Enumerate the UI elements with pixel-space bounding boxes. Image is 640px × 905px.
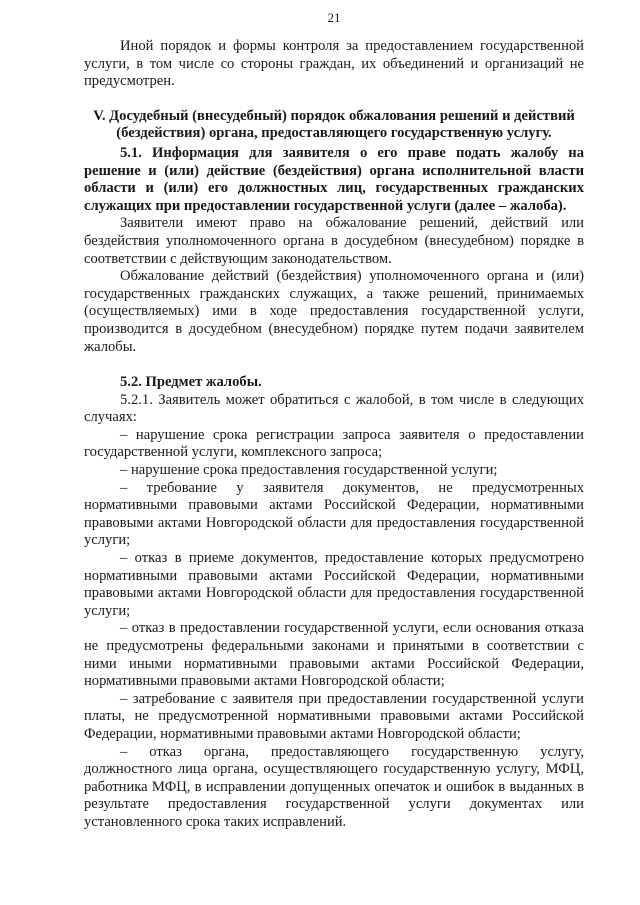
paragraph-control: Иной порядок и формы контроля за предоставлением государственной услуги, в том числе со стороны граждан, их объединений и организаций не предусмотрен. xyxy=(84,38,584,90)
case-item: – отказ органа, предоставляющего государственную услугу, должностного лица органа, осуществляющего государственную услугу, МФЦ, работника МФЦ, в исправлении допущенных опечаток и ошибок в выданных в результате предоставления государственной услуги документах или установленного срока таких исправлений. xyxy=(84,743,584,830)
subsection-5-2-title: 5.2. Предмет жалобы. xyxy=(120,374,262,391)
case-item: – отказ в приеме документов, предоставление которых предусмотрено нормативными правовыми актами Российской Федерации, нормативными правовыми актами Новгородской области для предоставления государственной услуги; xyxy=(84,550,584,619)
document-page xyxy=(84,0,584,905)
document-body xyxy=(84,38,584,832)
spacer xyxy=(84,356,584,374)
case-item: – нарушение срока регистрации запроса заявителя о предоставлении государственной услуги, комплексного запроса; xyxy=(84,426,584,461)
paragraph-appeal-procedure: Обжалование действий (бездействия) уполномоченного органа и (или) государственных гражданских служащих, а также решений, принимаемых (осуществляемых) ими в ходе предоставления государственной услуги, производится в досудебном (внесудебном) порядке путем подачи заявителем жалобы. xyxy=(84,268,584,355)
subsection-5-1-title: 5.1. Информация для заявителя о его праве подать жалобу на решение и (или) действие (бездействия) органа исполнительной власти области и (или) его должностных лиц, государственных гражданских служащих при предоставлении государственной услуги (далее – жалоба). xyxy=(84,144,584,214)
paragraph-5-2-1: 5.2.1. Заявитель может обратиться с жалобой, в том числе в следующих случаях: xyxy=(84,391,584,426)
case-item: – требование у заявителя документов, не предусмотренных нормативными правовыми актами Российской Федерации, нормативными правовыми актами Новгородской области для предоставления государственной услуги; xyxy=(84,479,584,549)
case-item: – затребование с заявителя при предоставлении государственной услуги платы, не предусмотренной нормативными правовыми актами Российской Федерации, нормативными правовыми актами Новгородской области; xyxy=(84,690,584,742)
section-title: V. Досудебный (внесудебный) порядок обжалования решений и действий (бездействия) органа, предоставляющего государственную услугу. xyxy=(93,107,575,142)
case-item: – отказ в предоставлении государственной услуги, если основания отказа не предусмотрены федеральными законами и принятыми в соответствии с ними иными нормативными правовыми актами Российской Федерации, нормативными правовыми актами Новгородской области; xyxy=(84,620,584,690)
case-item: – нарушение срока предоставления государственной услуги; xyxy=(120,462,498,479)
page-number: 21 xyxy=(327,10,341,25)
paragraph-right-to-appeal: Заявители имеют право на обжалование решений, действий или бездействия уполномоченного органа в досудебном (внесудебном) порядке в соответствии с действующим законодательством. xyxy=(84,215,584,267)
